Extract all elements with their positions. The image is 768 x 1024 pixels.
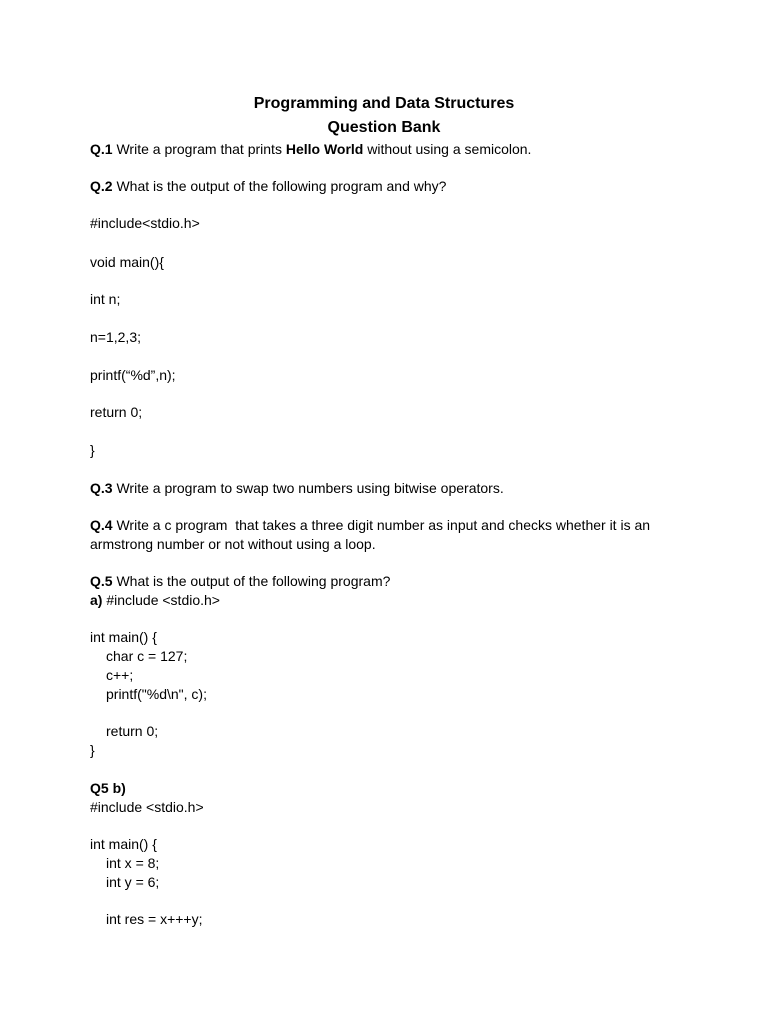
code-line: char c = 127; [106,648,188,664]
question-label: Q.4 [90,517,113,533]
question-4 [90,516,650,534]
code-line: int x = 8; [106,855,160,871]
code-line: return 0; [90,404,143,420]
code-line: int main() { [90,836,157,852]
code-line: return 0; [106,723,159,739]
code-line: int n; [90,291,121,307]
question-text: What is the output of the following program? [112,573,391,589]
question-2 [90,177,446,195]
code-text: #include <stdio.h> [102,592,220,608]
code-line: int main() { [90,629,157,645]
question-label: Q.2 [90,178,113,194]
question-label: Q.1 [90,141,113,157]
code-line: printf("%d\n", c); [106,686,207,702]
question-text: Write a c program that takes a three digit number as input and checks whether it is an [112,517,651,533]
question-text: without using a semicolon. [363,141,532,157]
question-label: Q.5 [90,573,113,589]
code-line: int res = x+++y; [106,911,203,927]
part-label: a) [90,592,103,608]
question-text: What is the output of the following program and why? [112,178,447,194]
code-line: void main(){ [90,254,164,270]
code-line: int y = 6; [106,874,160,890]
document-title: Programming and Data Structures [253,95,515,112]
question-text: Write a program that prints [112,141,286,157]
code-line: } [90,442,95,458]
question-1 [90,140,531,158]
question-5-part-b [90,779,126,797]
document-subtitle: Question Bank [327,119,441,136]
part-label: Q5 b) [90,780,126,796]
code-line: c++; [106,667,134,683]
highlight-text: Hello World [285,141,364,157]
question-5 [90,572,390,590]
code-line: printf(“%d”,n); [90,367,176,383]
code-line: #include <stdio.h> [90,799,204,815]
question-4-continued: armstrong number or not without using a loop. [90,536,376,552]
question-5-part-a [90,591,220,609]
code-line: } [90,742,95,758]
code-line: #include<stdio.h> [90,215,200,231]
question-label: Q.3 [90,480,113,496]
question-3 [90,479,504,497]
question-text: Write a program to swap two numbers using bitwise operators. [112,480,504,496]
code-line: n=1,2,3; [90,329,141,345]
